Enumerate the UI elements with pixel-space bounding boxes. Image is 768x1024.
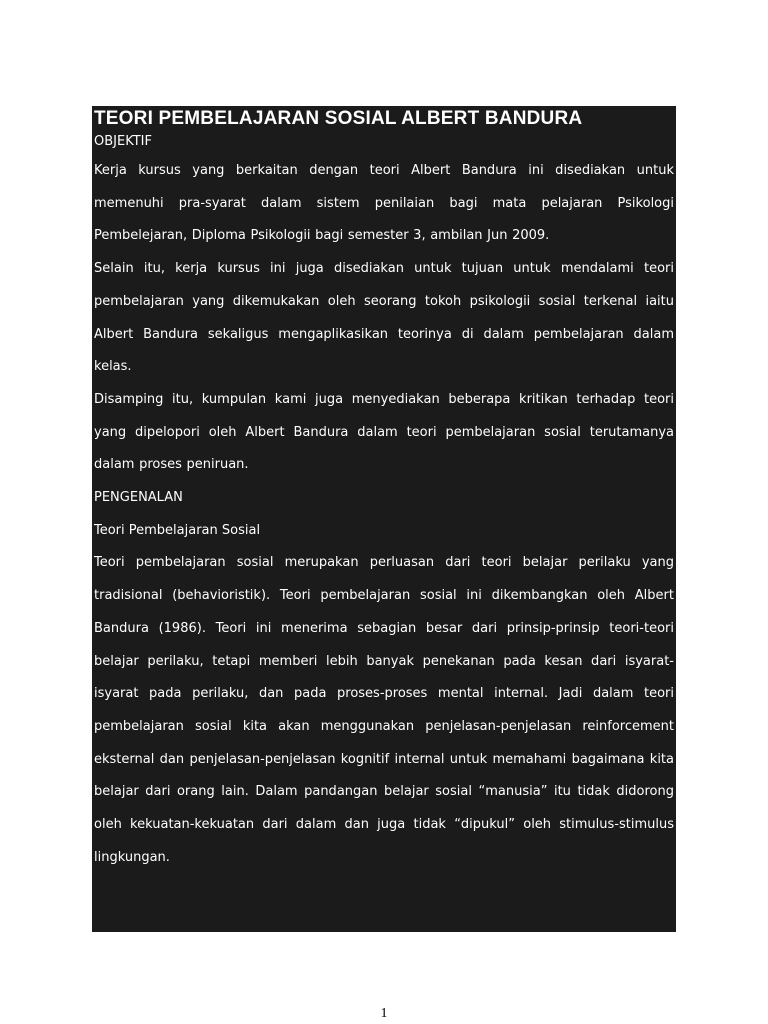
- paragraph: Selain itu, kerja kursus ini juga disediakan untuk tujuan untuk mendalami teori pembelajaran yang dikemukakan oleh seorang tokoh psikologii sosial terkenal iaitu Albert Bandura sekaligus mengaplikasikan teorinya di dalam pembelajaran dalam kelas.: [94, 261, 674, 375]
- page-number: 1: [380, 1006, 388, 1021]
- section-heading-pengenalan: PENGENALAN: [94, 490, 183, 506]
- document-title: TEORI PEMBELAJARAN SOSIAL ALBERT BANDURA: [94, 108, 583, 129]
- subheading-teori-pembelajaran-sosial: Teori Pembelajaran Sosial: [94, 522, 261, 538]
- paragraph: Kerja kursus yang berkaitan dengan teori Albert Bandura ini disediakan untuk memenuhi pra-syarat dalam sistem penilaian bagi mata pelajaran Psikologi Pembelejaran, Diploma Psikologii bagi semester 3, ambilan Jun 2009.: [94, 163, 674, 244]
- document-text-block: [92, 106, 676, 932]
- paragraph: Disamping itu, kumpulan kami juga menyediakan beberapa kritikan terhadap teori yang dipelopori oleh Albert Bandura dalam teori pembelajaran sosial terutamanya dalam proses peniruan.: [94, 391, 674, 473]
- section-heading-objektif: OBJEKTIF: [94, 134, 152, 149]
- paragraph: Teori pembelajaran sosial merupakan perluasan dari teori belajar perilaku yang tradisional (behavioristik). Teori pembelajaran sosial ini dikembangkan oleh Albert Bandura (1986). Teori ini menerima sebagian besar dari prinsip-prinsip teori-teori belajar perilaku, tetapi memberi lebih banyak penekanan pada kesan dari isyarat-isyarat pada perilaku, dan pada proses-proses mental internal. Jadi dalam teori pembelajaran sosial kita akan menggunakan penjelasan-penjelasan reinforcement eksternal dan penjelasan-penjelasan kognitif internal untuk memahami bagaimana kita belajar dari orang lain. Dalam pandangan belajar sosial “manusia” itu tidak didorong oleh kekuatan-kekuatan dari dalam dan juga tidak “dipukul” oleh stimulus-stimulus lingkungan.: [94, 555, 674, 865]
